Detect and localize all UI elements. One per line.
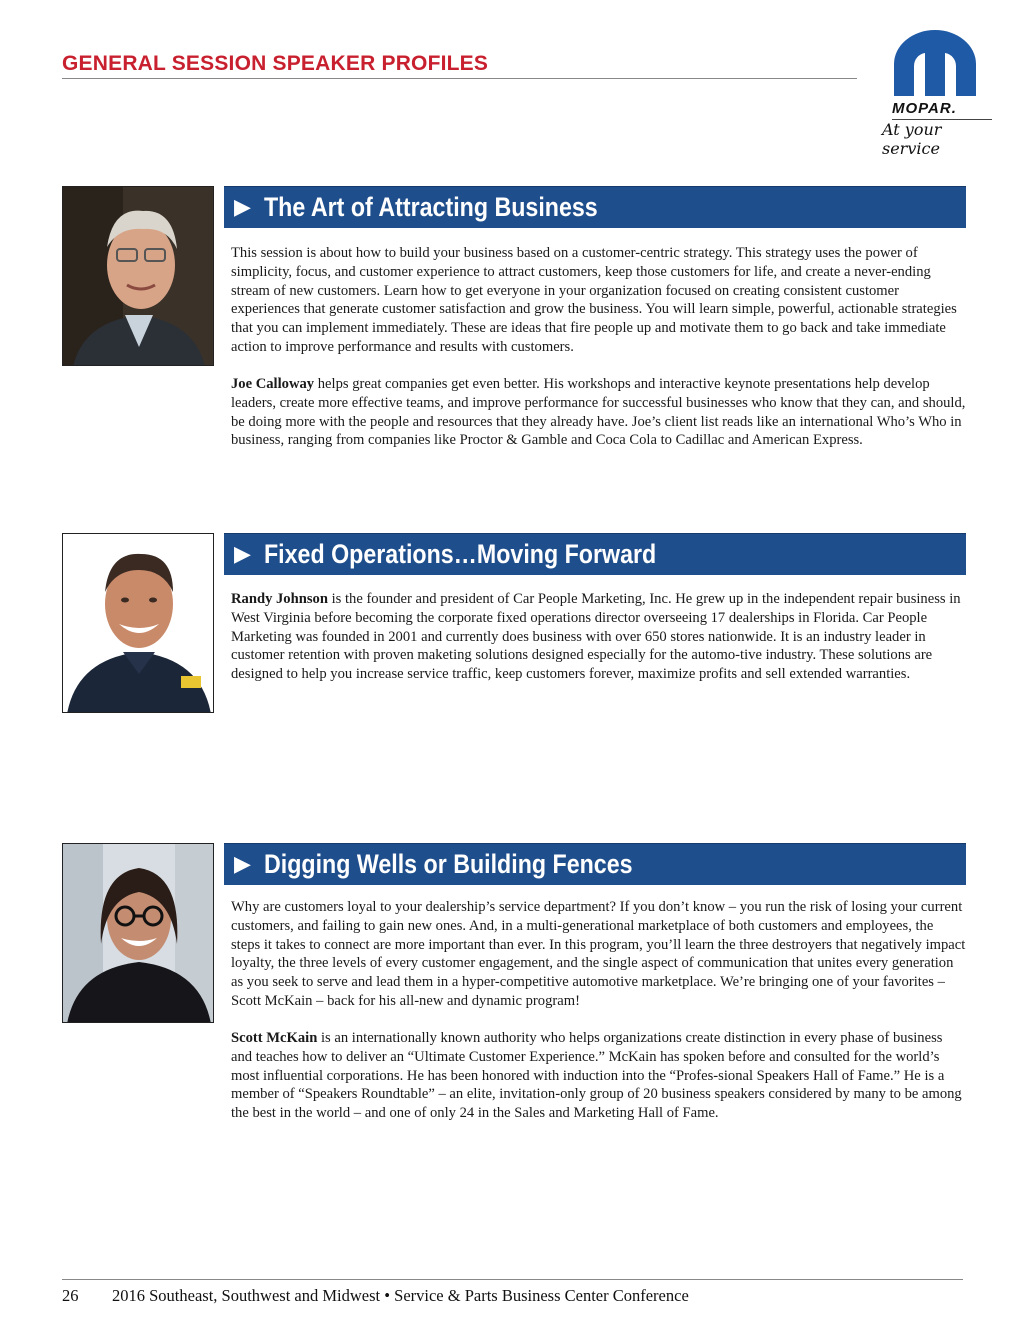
logo-tagline: At your service (882, 120, 942, 158)
paragraph-text: This session is about how to build your business based on a customer-centric strategy. This strategy uses the power of simplicity, focus, and customer experience to attract customers, keep those customers for life, and create a never-ending stream of new customers. Learn how to get everyone in your organization focused on creating consistent customer experiences that generate customer satisfaction and grow the business. You will learn simple, powerful, actionable strategies that you can implement immediately. These are ideas that fire people up and motivate them to go back and take immediate action to improve performance and results with customers. (231, 245, 957, 355)
speaker-name: Joe Calloway (231, 376, 315, 392)
mopar-logo (878, 28, 998, 158)
session-title: Fixed Operations…Moving Forward (264, 539, 657, 569)
paragraph-text: is the founder and president of Car People Marketing, Inc. He grew up in the independent repair business in West Virginia before becoming the corporate fixed operations director overseeing 17 dealerships in Florida. Car People Marketing was founded in 2001 and currently does business with over 650 stores nationwide. It is an industry leader in customer retention with proven maketing solutions designed especially for the automo-tive industry. These solutions are designed to help you increase service traffic, keep customers forever, maximize profits and sell extended warranties. (231, 591, 961, 683)
speaker-bio (231, 590, 966, 684)
speaker-photo-randy-johnson (62, 533, 214, 713)
speaker-photo-joe-calloway (62, 186, 214, 366)
paragraph-text: is an internationally known authority who helps organizations create distinction in every phase of business and teaches how to deliver an “Ultimate Customer Experience.” McKain has spoken before and consulted for the world’s most influential corporations. He has been honored with induction into the “Profes-sional Speakers Hall of Fame.” He is a member of “Speakers Roundtable” – an elite, invitation-only group of 20 business speakers considered by many to be among the best in the world – and one of only 24 in the Sales and Marketing Hall of Fame. (231, 1030, 962, 1122)
speaker-name: Scott McKain (231, 1030, 318, 1046)
speaker-photo-scott-mckain (62, 843, 214, 1023)
logo-wordmark: MOPAR. (892, 100, 957, 117)
speaker-bio (231, 1029, 966, 1123)
page-title: GENERAL SESSION SPEAKER PROFILES (62, 52, 489, 75)
play-arrow-icon: ▶ (234, 542, 251, 567)
session-description (231, 244, 966, 357)
session-title: Digging Wells or Building Fences (264, 849, 633, 879)
session-description (231, 898, 966, 1011)
footer-text: 2016 Southeast, Southwest and Midwest • Service & Parts Business Center Conference (112, 1286, 689, 1305)
mopar-m-icon (890, 28, 980, 98)
page-number: 26 (62, 1286, 79, 1305)
play-arrow-icon: ▶ (234, 852, 251, 877)
session-banner-3 (224, 843, 966, 885)
play-arrow-icon: ▶ (234, 195, 251, 220)
session-banner-1 (224, 186, 966, 228)
header-divider (62, 78, 857, 79)
speaker-bio (231, 375, 966, 450)
paragraph-text: helps great companies get even better. His workshops and interactive keynote presentations help develop leaders, create more effective teams, and improve performance for successful businesses who know that they can, and should, be doing more with the people and resources that they already have. Joe’s client list reads like an international Who’s Who in business, ranging from companies like Proctor & Gamble and Coca Cola to Cadillac and American Express. (231, 376, 966, 449)
paragraph-text: Why are customers loyal to your dealership’s service department? If you don’t know – you run the risk of losing your current customers, and failing to gain new ones. And, in a multi-generational marketplace of both customers and employees, the steps it takes to connect are more important than ever. In this program, you’ll learn the three destroyers that negatively impact loyalty, the three levels of every customer engagement, and the single aspect of communication that unites every generation as you seek to serve and lead them in a hyper-competitive automotive marketplace. We’re bringing one of your favorites – Scott McKain – back for his all-new and dynamic program! (231, 899, 966, 1009)
speaker-name: Randy Johnson (231, 591, 328, 607)
footer-divider (62, 1279, 963, 1280)
session-banner-2 (224, 533, 966, 575)
session-title: The Art of Attracting Business (264, 192, 598, 222)
page-footer (62, 1286, 689, 1306)
